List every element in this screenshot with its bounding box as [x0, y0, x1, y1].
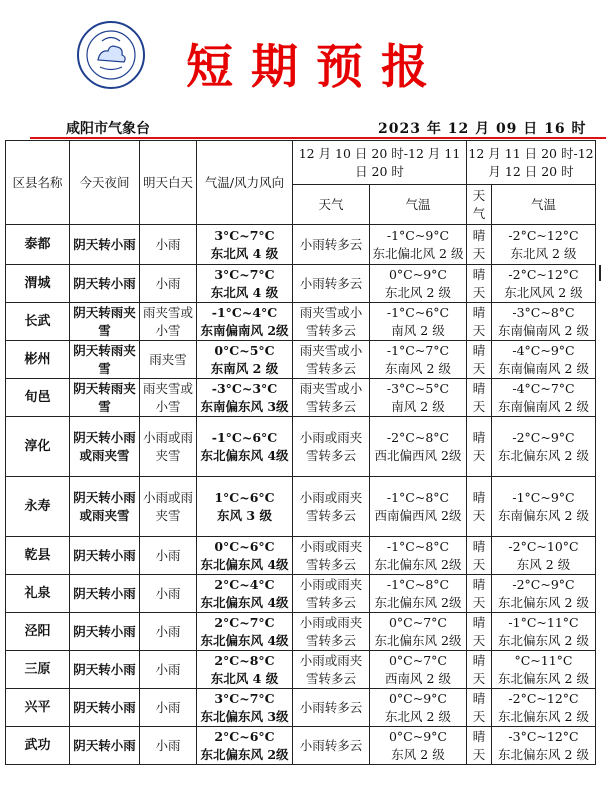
p1-weather-cell	[293, 303, 370, 341]
temp-wind-cell	[197, 651, 293, 689]
county-name-cell	[6, 689, 70, 727]
county-name-cell	[6, 727, 70, 765]
county-name: 泾阳	[24, 623, 51, 639]
p2-weather-cell	[467, 727, 492, 765]
p1-weather-cell	[293, 341, 370, 379]
temp-wind-wind: 东北偏东风 4级	[200, 594, 289, 610]
p1-weather-cell	[293, 265, 370, 303]
tomorrow-weather-cell	[140, 689, 197, 727]
p1-weather-cell	[293, 575, 370, 613]
tonight-weather: 阴天转雨夹雪	[73, 380, 136, 414]
tonight-weather-cell	[70, 477, 140, 537]
p2-temp-wind-temp: -2°C~9°C	[512, 576, 575, 592]
temp-wind-cell	[197, 417, 293, 477]
temp-wind-wind: 东北风 4 级	[210, 245, 279, 261]
tonight-weather-cell	[70, 341, 140, 379]
p2-weather: 晴天	[472, 576, 486, 610]
p1-temp-wind-cell	[370, 537, 467, 575]
tonight-weather: 阴天转小雨	[73, 699, 136, 715]
tonight-weather: 阴天转小雨	[73, 547, 136, 563]
tomorrow-weather-cell	[140, 575, 197, 613]
p2-temp-wind-cell	[492, 727, 596, 765]
p2-temp-wind-temp: -3°C~12°C	[508, 728, 579, 744]
tonight-weather-cell	[70, 727, 140, 765]
temp-wind-cell	[197, 575, 293, 613]
county-name-cell	[6, 265, 70, 303]
tonight-weather-cell	[70, 689, 140, 727]
table-row	[6, 727, 596, 765]
p1-weather: 小雨转多云	[299, 737, 363, 753]
tonight-weather-cell	[70, 575, 140, 613]
table-row	[6, 417, 596, 477]
p1-weather-cell	[293, 651, 370, 689]
p2-weather: 晴天	[472, 652, 486, 686]
p1-temp-wind-wind: 南风 2 级	[391, 398, 445, 414]
p1-temp-wind-wind: 西南风 2 级	[385, 670, 451, 686]
p1-temp-wind-temp: -1°C~7°C	[386, 342, 450, 358]
p1-temp-wind-temp: -2°C~8°C	[386, 429, 450, 445]
p2-weather-cell	[467, 341, 492, 379]
county-name: 乾县	[24, 547, 51, 563]
tomorrow-weather: 小雨	[155, 737, 181, 753]
tonight-weather-cell	[70, 379, 140, 417]
county-name-cell	[6, 341, 70, 379]
county-name: 旬邑	[24, 389, 51, 405]
col-p1-weather-header: 天气	[293, 185, 370, 225]
p1-temp-wind-temp: -1°C~8°C	[386, 489, 450, 505]
issue-time: 2023 年 12 月 09 日 16 时	[378, 121, 587, 137]
p1-weather-cell	[293, 727, 370, 765]
county-name: 武功	[24, 737, 51, 753]
p1-temp-wind-wind: 东北偏东风 2级	[374, 632, 462, 648]
p2-temp-wind-wind: 东北风风 2 级	[504, 284, 583, 300]
p1-weather: 小雨或雨夹雪转多云	[299, 576, 363, 610]
p2-temp-wind-cell	[492, 651, 596, 689]
p1-weather: 雨夹雪或小雪转多云	[299, 342, 363, 376]
county-name-cell	[6, 379, 70, 417]
table-row	[6, 651, 596, 689]
p2-temp-wind-cell	[492, 379, 596, 417]
tonight-weather: 阴天转小雨或雨夹雪	[73, 429, 136, 463]
tonight-weather: 阴天转雨夹雪	[73, 342, 136, 376]
col-period2-header: 12 月 11 日 20 时-12 月 12 日 20 时	[467, 141, 596, 185]
p2-temp-wind-cell	[492, 265, 596, 303]
p1-temp-wind-wind: 东南风 2 级	[385, 360, 451, 376]
p1-temp-wind-cell	[370, 477, 467, 537]
p1-weather: 雨夹雪或小雪转多云	[299, 304, 363, 338]
temp-wind-temp: 2°C~6°C	[214, 728, 275, 744]
p2-temp-wind-temp: -2°C~10°C	[508, 538, 579, 554]
tonight-weather: 阴天转雨夹雪	[73, 304, 136, 338]
p1-weather-cell	[293, 537, 370, 575]
p2-temp-wind-wind: 东北偏东风 2 级	[498, 670, 589, 686]
county-name-cell	[6, 651, 70, 689]
tonight-weather-cell	[70, 265, 140, 303]
county-name-cell	[6, 303, 70, 341]
table-row	[6, 537, 596, 575]
temp-wind-wind: 东北偏东风 4级	[200, 632, 289, 648]
p2-weather: 晴天	[472, 429, 486, 463]
tomorrow-weather: 小雨或雨夹雪	[142, 429, 193, 463]
p2-temp-wind-wind: 东北风 2 级	[510, 245, 577, 261]
temp-wind-wind: 东北风 4 级	[210, 670, 279, 686]
p1-temp-wind-temp: 0°C~9°C	[388, 690, 447, 706]
p1-temp-wind-cell	[370, 613, 467, 651]
p2-weather-cell	[467, 225, 492, 265]
tomorrow-weather: 小雨	[155, 623, 181, 639]
p2-temp-wind-wind: 东北偏东风 2 级	[498, 594, 589, 610]
temp-wind-wind: 东北偏东风 4级	[200, 447, 289, 463]
page-title: 短期预报	[186, 40, 446, 95]
p2-temp-wind-cell	[492, 225, 596, 265]
county-name: 彬州	[24, 351, 51, 367]
temp-wind-temp: 3°C~7°C	[214, 227, 275, 243]
temp-wind-wind: 东南风 2 级	[210, 360, 279, 376]
edge-mark	[599, 265, 601, 281]
p2-weather: 晴天	[472, 304, 486, 338]
p1-weather-cell	[293, 689, 370, 727]
col-p1-temp-header: 气温	[370, 185, 467, 225]
p2-temp-wind-temp: -1°C~11°C	[508, 614, 579, 630]
tonight-weather-cell	[70, 303, 140, 341]
p2-weather-cell	[467, 537, 492, 575]
p1-temp-wind-cell	[370, 727, 467, 765]
p2-temp-wind-temp: -2°C~9°C	[512, 429, 575, 445]
tomorrow-weather-cell	[140, 477, 197, 537]
p2-temp-wind-cell	[492, 477, 596, 537]
county-name: 兴平	[24, 699, 51, 715]
p2-temp-wind-cell	[492, 613, 596, 651]
col-p2-temp-header: 气温	[492, 185, 596, 225]
temp-wind-cell	[197, 303, 293, 341]
county-name: 三原	[24, 661, 51, 677]
col-tomorrow-header: 明天白天	[140, 141, 197, 225]
temp-wind-temp: 1°C~6°C	[214, 489, 275, 505]
temp-wind-temp: 0°C~5°C	[214, 342, 275, 358]
p2-temp-wind-temp: -2°C~12°C	[508, 266, 579, 282]
p1-temp-wind-wind: 西北偏西风 2级	[374, 447, 462, 463]
temp-wind-temp: 2°C~4°C	[214, 576, 275, 592]
table-row	[6, 575, 596, 613]
p1-weather: 小雨转多云	[299, 236, 363, 252]
p2-temp-wind-temp: °C~11°C	[514, 652, 573, 668]
p2-weather: 晴天	[472, 614, 486, 648]
tomorrow-weather-cell	[140, 727, 197, 765]
p2-temp-wind-wind: 东南偏南风 2 级	[498, 322, 589, 338]
p2-weather: 晴天	[472, 342, 486, 376]
tomorrow-weather: 雨夹雪	[149, 351, 187, 367]
p1-temp-wind-temp: 0°C~9°C	[388, 266, 447, 282]
p1-weather-cell	[293, 477, 370, 537]
tomorrow-weather: 小雨	[155, 661, 181, 677]
county-name: 礼泉	[24, 585, 51, 601]
tonight-weather-cell	[70, 225, 140, 265]
temp-wind-temp: 3°C~7°C	[214, 266, 275, 282]
p2-weather-cell	[467, 379, 492, 417]
county-name-cell	[6, 575, 70, 613]
col-tonight-header: 今天夜间	[70, 141, 140, 225]
p1-temp-wind-temp: 0°C~7°C	[388, 652, 447, 668]
temp-wind-wind: 东风 3 级	[217, 507, 272, 523]
p1-weather-cell	[293, 613, 370, 651]
p2-weather-cell	[467, 303, 492, 341]
p1-temp-wind-temp: -1°C~6°C	[386, 304, 450, 320]
p2-weather-cell	[467, 477, 492, 537]
table-row	[6, 613, 596, 651]
tonight-weather-cell	[70, 613, 140, 651]
p1-weather: 小雨或雨夹雪转多云	[299, 429, 363, 463]
tonight-weather: 阴天转小雨	[73, 236, 136, 252]
p2-temp-wind-temp: -4°C~9°C	[512, 342, 575, 358]
p1-temp-wind-wind: 东北偏北风 2 级	[372, 245, 464, 261]
tomorrow-weather-cell	[140, 341, 197, 379]
p2-temp-wind-cell	[492, 537, 596, 575]
table-row	[6, 225, 596, 265]
p2-weather: 晴天	[472, 227, 486, 261]
tonight-weather: 阴天转小雨	[73, 661, 136, 677]
col-p2-weather-header: 天气	[467, 185, 492, 225]
temp-wind-wind: 东北风 4 级	[210, 284, 279, 300]
p2-temp-wind-wind: 东南偏东风 2 级	[498, 507, 589, 523]
tomorrow-weather-cell	[140, 613, 197, 651]
table-row	[6, 341, 596, 379]
tonight-weather-cell	[70, 651, 140, 689]
county-name: 渭城	[24, 275, 51, 291]
header-divider	[30, 137, 606, 139]
p2-temp-wind-cell	[492, 689, 596, 727]
p1-temp-wind-wind: 东北风 2 级	[385, 284, 451, 300]
p1-temp-wind-wind: 东风 2 级	[391, 746, 445, 762]
temp-wind-cell	[197, 341, 293, 379]
col-period1-header: 12 月 10 日 20 时-12 月 11 日 20 时	[293, 141, 467, 185]
temp-wind-temp: 2°C~8°C	[214, 652, 275, 668]
p2-weather: 晴天	[472, 538, 486, 572]
tonight-weather: 阴天转小雨	[73, 585, 136, 601]
temp-wind-cell	[197, 265, 293, 303]
tomorrow-weather: 小雨	[155, 585, 181, 601]
tomorrow-weather-cell	[140, 265, 197, 303]
temp-wind-temp: -1°C~4°C	[211, 304, 278, 320]
p1-temp-wind-cell	[370, 651, 467, 689]
p1-temp-wind-cell	[370, 265, 467, 303]
p2-temp-wind-wind: 东北偏东风 2 级	[498, 708, 589, 724]
tonight-weather: 阴天转小雨或雨夹雪	[73, 489, 136, 523]
p2-temp-wind-cell	[492, 341, 596, 379]
tomorrow-weather: 雨夹雪或小雪	[142, 380, 193, 414]
tomorrow-weather-cell	[140, 225, 197, 265]
temp-wind-cell	[197, 379, 293, 417]
p1-temp-wind-temp: -1°C~8°C	[386, 576, 450, 592]
tomorrow-weather-cell	[140, 651, 197, 689]
county-name: 淳化	[24, 438, 51, 454]
temp-wind-temp: 3°C~7°C	[214, 690, 275, 706]
tonight-weather: 阴天转小雨	[73, 737, 136, 753]
col-county-header: 区县名称	[6, 141, 70, 225]
temp-wind-wind: 东南偏南风 2级	[200, 322, 289, 338]
county-name-cell	[6, 477, 70, 537]
p2-temp-wind-wind: 东风 2 级	[516, 556, 571, 572]
p2-temp-wind-temp: -4°C~7°C	[512, 380, 575, 396]
temp-wind-temp: -3°C~3°C	[211, 380, 278, 396]
tomorrow-weather: 小雨	[155, 275, 181, 291]
tonight-weather-cell	[70, 417, 140, 477]
p2-weather-cell	[467, 417, 492, 477]
p1-temp-wind-temp: 0°C~7°C	[388, 614, 447, 630]
p2-weather: 晴天	[472, 489, 486, 523]
p1-temp-wind-temp: 0°C~9°C	[388, 728, 447, 744]
p1-weather: 小雨转多云	[299, 275, 363, 291]
p2-weather: 晴天	[472, 380, 486, 414]
p1-temp-wind-cell	[370, 575, 467, 613]
p1-temp-wind-temp: -1°C~9°C	[386, 227, 450, 243]
county-name-cell	[6, 613, 70, 651]
p1-temp-wind-wind: 东北偏东风 2级	[374, 556, 462, 572]
p2-weather: 晴天	[472, 728, 486, 762]
p1-temp-wind-cell	[370, 379, 467, 417]
temp-wind-wind: 东南偏东风 3级	[200, 398, 289, 414]
temp-wind-cell	[197, 537, 293, 575]
p1-temp-wind-wind: 南风 2 级	[391, 322, 445, 338]
p2-temp-wind-cell	[492, 575, 596, 613]
p2-temp-wind-wind: 东北偏东风 2 级	[498, 746, 589, 762]
tomorrow-weather: 小雨	[155, 547, 181, 563]
p2-temp-wind-wind: 东南偏南风 2 级	[498, 398, 589, 414]
tomorrow-weather-cell	[140, 379, 197, 417]
p2-temp-wind-temp: -1°C~9°C	[512, 489, 575, 505]
p1-weather: 小雨转多云	[299, 699, 363, 715]
tonight-weather: 阴天转小雨	[73, 623, 136, 639]
p1-temp-wind-cell	[370, 341, 467, 379]
county-name: 长武	[24, 313, 51, 329]
table-row	[6, 379, 596, 417]
forecast-table	[5, 140, 596, 765]
temp-wind-cell	[197, 727, 293, 765]
tonight-weather: 阴天转小雨	[73, 275, 136, 291]
tonight-weather-cell	[70, 537, 140, 575]
p1-weather: 小雨或雨夹雪转多云	[299, 538, 363, 572]
p1-weather: 小雨或雨夹雪转多云	[299, 489, 363, 523]
temp-wind-cell	[197, 613, 293, 651]
temp-wind-temp: 2°C~7°C	[214, 614, 275, 630]
tomorrow-weather: 小雨	[155, 699, 181, 715]
p1-temp-wind-temp: -1°C~8°C	[386, 538, 450, 554]
p2-weather: 晴天	[472, 266, 486, 300]
p2-temp-wind-temp: -2°C~12°C	[508, 690, 579, 706]
col-temp-wind-header: 气温/风力风向	[197, 141, 293, 225]
p1-weather: 小雨或雨夹雪转多云	[299, 614, 363, 648]
p1-weather: 小雨或雨夹雪转多云	[299, 652, 363, 686]
p2-weather: 晴天	[472, 690, 486, 724]
p1-temp-wind-cell	[370, 417, 467, 477]
tomorrow-weather-cell	[140, 303, 197, 341]
tomorrow-weather: 小雨	[155, 236, 181, 252]
county-name-cell	[6, 225, 70, 265]
p1-temp-wind-wind: 东北偏东风 2级	[374, 594, 462, 610]
temp-wind-cell	[197, 689, 293, 727]
temp-wind-wind: 东北偏东风 4级	[200, 556, 289, 572]
table-row	[6, 265, 596, 303]
table-row	[6, 689, 596, 727]
temp-wind-wind: 东北偏东风 2级	[200, 746, 289, 762]
p1-weather-cell	[293, 417, 370, 477]
p2-weather-cell	[467, 575, 492, 613]
p2-weather-cell	[467, 689, 492, 727]
county-name: 永寿	[24, 498, 51, 514]
p1-weather-cell	[293, 225, 370, 265]
table-row	[6, 303, 596, 341]
tomorrow-weather: 雨夹雪或小雪	[142, 304, 193, 338]
tomorrow-weather: 小雨或雨夹雪	[142, 489, 193, 523]
temp-wind-cell	[197, 225, 293, 265]
tomorrow-weather-cell	[140, 417, 197, 477]
temp-wind-cell	[197, 477, 293, 537]
p1-weather-cell	[293, 379, 370, 417]
p1-temp-wind-wind: 西南偏西风 2级	[374, 507, 462, 523]
temp-wind-temp: -1°C~6°C	[211, 429, 278, 445]
temp-wind-wind: 东北偏东风 3级	[200, 708, 289, 724]
p2-temp-wind-wind: 东北偏东风 2 级	[498, 632, 589, 648]
county-name-cell	[6, 417, 70, 477]
p1-weather: 雨夹雪或小雪转多云	[299, 380, 363, 414]
p1-temp-wind-cell	[370, 689, 467, 727]
county-name-cell	[6, 537, 70, 575]
p1-temp-wind-temp: -3°C~5°C	[386, 380, 450, 396]
p2-weather-cell	[467, 651, 492, 689]
p2-temp-wind-temp: -2°C~12°C	[508, 227, 579, 243]
meteorological-emblem	[76, 20, 146, 90]
p2-temp-wind-cell	[492, 417, 596, 477]
p2-temp-wind-cell	[492, 303, 596, 341]
p2-weather-cell	[467, 265, 492, 303]
p2-weather-cell	[467, 613, 492, 651]
p1-temp-wind-wind: 东北风 2 级	[385, 708, 451, 724]
table-row	[6, 477, 596, 537]
agency-name: 咸阳市气象台	[66, 121, 150, 137]
county-name: 泰都	[24, 236, 51, 252]
p1-temp-wind-cell	[370, 225, 467, 265]
p1-temp-wind-cell	[370, 303, 467, 341]
temp-wind-temp: 0°C~6°C	[214, 538, 275, 554]
tomorrow-weather-cell	[140, 537, 197, 575]
p2-temp-wind-temp: -3°C~8°C	[512, 304, 575, 320]
p2-temp-wind-wind: 东北偏东风 2 级	[498, 447, 589, 463]
p2-temp-wind-wind: 东南偏南风 2 级	[498, 360, 589, 376]
